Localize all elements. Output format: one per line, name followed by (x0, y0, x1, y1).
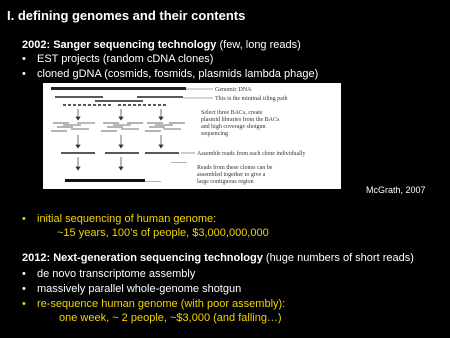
bullet-transcriptome: de novo transcriptome assembly (37, 268, 196, 280)
label-reads-3: large contiguous region (197, 179, 254, 185)
highlight2-bullet: re-sequence human genome (with poor assembly): (37, 298, 286, 310)
section-2002-tech: Sanger sequencing technology (53, 39, 217, 51)
section-2012-tech: Next-generation sequencing technology (53, 252, 263, 264)
bullet-marker: • (22, 53, 26, 65)
label-reads-2: assembled together to give a (197, 172, 266, 178)
bullet-marker: • (22, 298, 26, 310)
highlight2-detail: one week, ~ 2 people, ~$3,000 (and falling…) (59, 312, 282, 324)
assemble-arrows (76, 135, 163, 148)
genomic-dna-bar (51, 87, 186, 90)
bullet-marker: • (22, 268, 26, 280)
bullet-marker: • (22, 68, 26, 80)
highlight1-detail: ~15 years, 100’s of people, $3,000,000,000 (57, 227, 269, 239)
bullet-marker: • (22, 283, 26, 295)
citation: McGrath, 2007 (366, 185, 426, 195)
highlight1-bullet: initial sequencing of human genome: (37, 213, 217, 225)
label-assemble: Assemble reads from each clone individually (197, 151, 306, 157)
bullet-est: EST projects (random cDNA clones) (37, 53, 214, 65)
section-2012-heading (22, 252, 414, 264)
bullet-marker: • (22, 213, 26, 225)
dots-2: ........ (145, 175, 161, 184)
label-bac-4: sequencing (201, 131, 228, 137)
section-2002-year: 2002: (22, 39, 51, 51)
dots-1: ........ (171, 156, 187, 165)
label-tiling-path: This is the minimal tiling path (215, 96, 288, 102)
slide-title: I. defining genomes and their contents (7, 8, 246, 23)
bullet-gdna: cloned gDNA (cosmids, fosmids, plasmids lambda phage) (37, 68, 319, 80)
section-2002-note: (few, long reads) (219, 39, 301, 51)
label-bac-1: Select three BACs, create (201, 110, 263, 116)
select-arrows (76, 109, 163, 120)
label-bac-2: plasmid libraries from the BACs (201, 117, 280, 123)
bac-sequencing-figure (43, 83, 341, 189)
label-reads-1: Reads from these clones can be (197, 165, 273, 171)
bullet-wgs: massively parallel whole-genome shotgun (37, 283, 242, 295)
section-2012-note: (huge numbers of short reads) (265, 252, 414, 264)
shotgun-reads (51, 123, 185, 131)
final-arrows (76, 157, 123, 170)
contiguous-region-bar (65, 179, 145, 182)
tiling-path (55, 97, 183, 105)
label-genomic-dna: Genomic DNA (215, 87, 252, 93)
section-2012-year: 2012: (22, 252, 51, 264)
label-bac-3: and high coverage shotgun (201, 124, 266, 130)
section-2002-heading (22, 39, 301, 51)
